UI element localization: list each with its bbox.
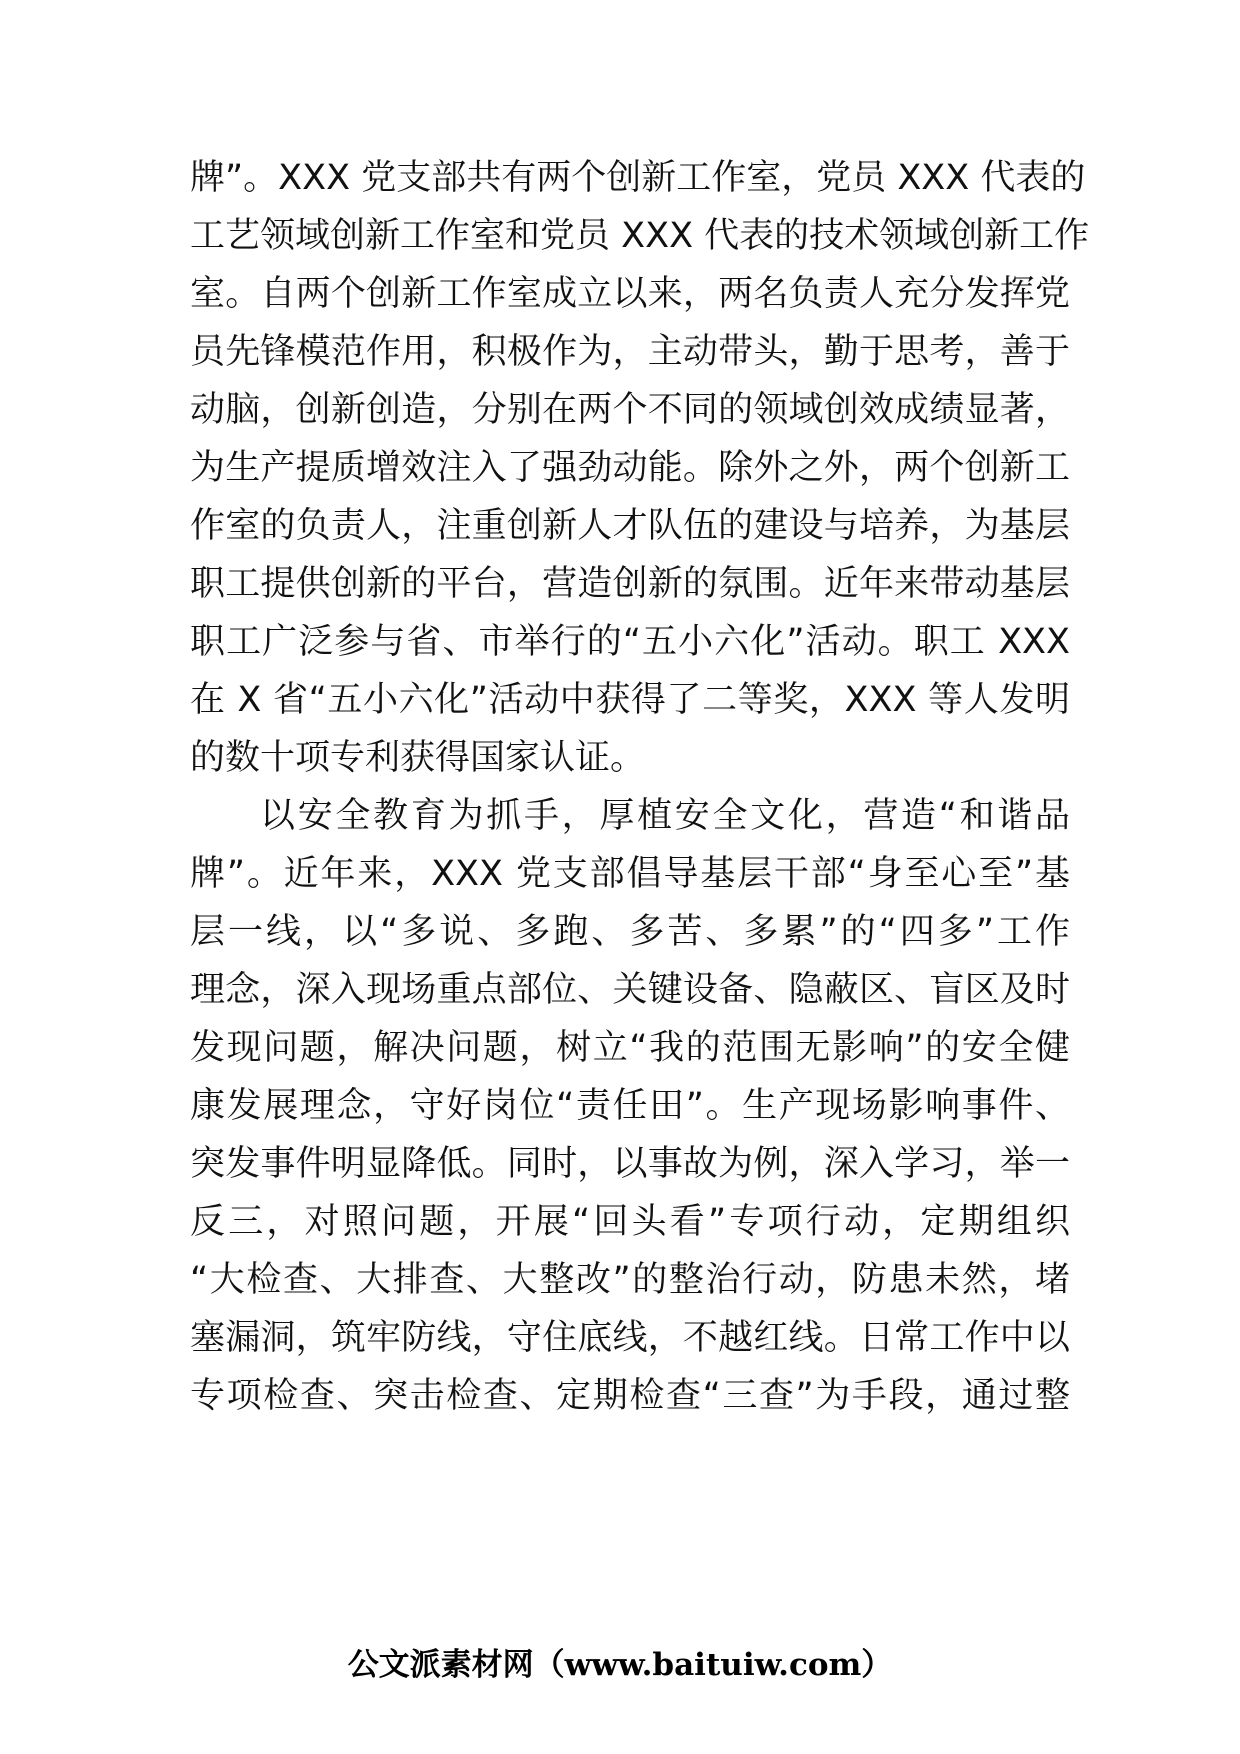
text-line-13: 牌”。近年来，XXX 党支部倡导基层干部“身至心至”基 [190, 854, 1070, 894]
text-line-8: 职工提供创新的平台，营造创新的氛围。近年来带动基层 [190, 564, 1070, 604]
text-line-2: 工艺领域创新工作室和党员 XXX 代表的技术领域创新工作 [190, 216, 1090, 256]
text-line-18: 突发事件明显降低。同时，以事故为例，深入学习，举一 [190, 1144, 1070, 1184]
text-line-1: 牌”。XXX 党支部共有两个创新工作室，党员 XXX 代表的 [190, 158, 1086, 198]
text-line-22: 专项检查、突击检查、定期检查“三查”为手段，通过整 [190, 1376, 1070, 1416]
text-line-9: 职工广泛参与省、市举行的“五小六化”活动。职工 XXX [190, 622, 1070, 662]
text-line-12: 以安全教育为抓手，厚植安全文化，营造“和谐品 [260, 796, 1070, 836]
text-line-5: 动脑，创新创造，分别在两个不同的领域创效成绩显著， [190, 390, 1070, 430]
text-line-20: “大检查、大排查、大整改”的整治行动，防患未然，堵 [190, 1260, 1070, 1300]
text-line-15: 理念，深入现场重点部位、关键设备、隐蔽区、盲区及时 [190, 970, 1070, 1010]
text-line-6: 为生产提质增效注入了强劲动能。除外之外，两个创新工 [190, 448, 1070, 488]
text-line-7: 作室的负责人，注重创新人才队伍的建设与培养，为基层 [190, 506, 1070, 546]
text-line-21: 塞漏洞，筑牢防线，守住底线，不越红线。日常工作中以 [190, 1318, 1070, 1358]
text-line-17: 康发展理念，守好岗位“责任田”。生产现场影响事件、 [190, 1086, 1070, 1126]
text-line-10: 在 X 省“五小六化”活动中获得了二等奖，XXX 等人发明 [190, 680, 1070, 720]
footer-watermark: 公文派素材网（www.baituiw.com） [347, 1647, 893, 1683]
text-line-4: 员先锋模范作用，积极作为，主动带头，勤于思考，善于 [190, 332, 1070, 372]
text-line-19: 反三，对照问题，开展“回头看”专项行动，定期组织 [190, 1202, 1070, 1242]
text-line-14: 层一线，以“多说、多跑、多苦、多累”的“四多”工作 [190, 912, 1070, 952]
text-line-16: 发现问题，解决问题，树立“我的范围无影响”的安全健 [190, 1028, 1070, 1068]
text-line-11: 的数十项专利获得国家认证。 [190, 738, 646, 778]
text-line-3: 室。自两个创新工作室成立以来，两名负责人充分发挥党 [190, 274, 1070, 314]
